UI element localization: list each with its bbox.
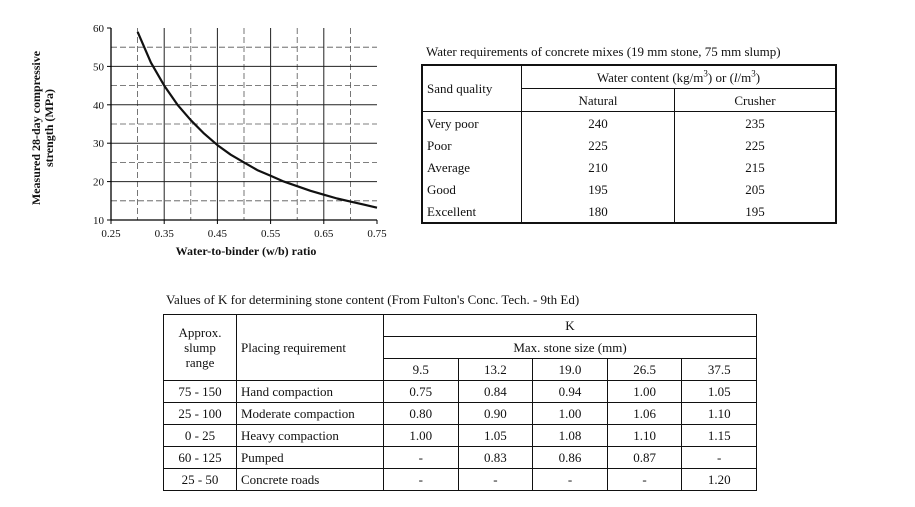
water-row (422, 178, 836, 200)
k-value-cell: 0.83 (458, 447, 533, 469)
placing-cell: Moderate compaction (237, 403, 384, 425)
crusher-cell: 235 (674, 112, 836, 135)
x-tick-label: 0.75 (367, 228, 387, 240)
natural-cell: 240 (522, 112, 675, 135)
k-value-cell: 0.75 (384, 381, 459, 403)
slump-cell: 0 - 25 (164, 425, 237, 447)
k-value-cell: 1.05 (682, 381, 757, 403)
water-content-text-1: Water content (kg/m (596, 69, 704, 85)
k-value-cell: 1.00 (533, 403, 608, 425)
sand-quality-cell: Excellent (422, 200, 522, 223)
slump-header-line1: Approx. (178, 325, 222, 340)
placing-requirement-header: Placing requirement (237, 315, 384, 381)
stone-table-caption: Values of K for determining stone content (From Fulton's Conc. Tech. - 9th Ed) (166, 292, 580, 307)
water-content-text-3: /m (737, 69, 752, 85)
water-content-sup-1: 3 (703, 68, 708, 79)
natural-cell: 225 (522, 134, 675, 156)
k-value-cell: 0.90 (458, 403, 533, 425)
x-tick-label: 0.25 (101, 228, 121, 240)
water-content-header (522, 65, 837, 89)
y-tick-label: 30 (93, 138, 104, 151)
sand-quality-cell: Poor (422, 134, 522, 156)
natural-header: Natural (522, 89, 675, 112)
slump-header-line3: range (185, 355, 215, 370)
crusher-cell: 215 (674, 156, 836, 178)
water-row (422, 112, 836, 135)
y-axis-title-line1: Measured 28-day compressive (29, 50, 43, 206)
stone-size-header: 13.2 (458, 359, 533, 381)
stone-size-header: 37.5 (682, 359, 757, 381)
stone-header-row-1 (164, 315, 757, 337)
slump-header-line2: slump (184, 340, 216, 355)
water-requirements-table (421, 64, 837, 224)
k-value-cell: 0.84 (458, 381, 533, 403)
stone-row (164, 425, 757, 447)
placing-cell: Concrete roads (237, 469, 384, 491)
y-tick-label: 60 (93, 23, 104, 35)
crusher-cell: 195 (674, 200, 836, 223)
sand-quality-cell: Good (422, 178, 522, 200)
k-value-cell: 1.10 (607, 425, 682, 447)
stone-size-header: 9.5 (384, 359, 459, 381)
natural-cell: 210 (522, 156, 675, 178)
water-header-row (422, 65, 836, 89)
water-content-sup-2: 3 (751, 68, 756, 79)
stone-row (164, 447, 757, 469)
crusher-cell: 205 (674, 178, 836, 200)
k-value-cell: 1.20 (682, 469, 757, 491)
k-value-cell: - (458, 469, 533, 491)
y-tick-label: 40 (93, 99, 104, 112)
strength-chart (0, 0, 400, 260)
slump-cell: 60 - 125 (164, 447, 237, 469)
water-content-text-2: ) or ( (707, 69, 734, 85)
y-axis-title (30, 38, 56, 218)
sand-quality-cell: Average (422, 156, 522, 178)
k-header: K (384, 315, 757, 337)
water-row (422, 156, 836, 178)
natural-cell: 195 (522, 178, 675, 200)
k-value-cell: - (533, 469, 608, 491)
k-value-cell: 1.10 (682, 403, 757, 425)
k-value-cell: 1.06 (607, 403, 682, 425)
water-content-text-4: ) (755, 69, 761, 85)
max-stone-size-header: Max. stone size (mm) (384, 337, 757, 359)
sand-quality-header: Sand quality (422, 65, 522, 112)
x-tick-label: 0.55 (260, 228, 281, 240)
placing-cell: Heavy compaction (237, 425, 384, 447)
k-value-cell: - (384, 469, 459, 491)
crusher-header: Crusher (674, 89, 836, 112)
k-value-cell: - (607, 469, 682, 491)
stone-size-header: 19.0 (533, 359, 608, 381)
k-value-cell: 1.00 (384, 425, 459, 447)
k-value-cell: - (384, 447, 459, 469)
stone-row (164, 381, 757, 403)
y-axis-title-line2: strength (MPa) (42, 88, 56, 168)
stone-size-header: 26.5 (607, 359, 682, 381)
placing-cell: Hand compaction (237, 381, 384, 403)
k-value-cell: 1.15 (682, 425, 757, 447)
k-value-cell: 0.94 (533, 381, 608, 403)
x-tick-label: 0.65 (314, 228, 334, 240)
y-tick-label: 20 (93, 176, 104, 189)
k-value-cell: 0.87 (607, 447, 682, 469)
placing-cell: Pumped (237, 447, 384, 469)
stone-content-table (163, 314, 757, 491)
water-table-caption: Water requirements of concrete mixes (19 mm stone, 75 mm slump) (426, 44, 781, 59)
stone-row (164, 403, 757, 425)
k-value-cell: 0.86 (533, 447, 608, 469)
x-tick-label: 0.35 (154, 228, 174, 240)
slump-range-header (164, 315, 237, 381)
k-value-cell: 1.05 (458, 425, 533, 447)
k-value-cell: 1.08 (533, 425, 608, 447)
water-content-litre: l (733, 69, 738, 85)
crusher-cell: 225 (674, 134, 836, 156)
slump-cell: 25 - 50 (164, 469, 237, 491)
k-value-cell: - (682, 447, 757, 469)
water-row (422, 134, 836, 156)
y-tick-label: 10 (93, 215, 104, 227)
sand-quality-cell: Very poor (422, 112, 522, 135)
stone-row (164, 469, 757, 491)
k-value-cell: 0.80 (384, 403, 459, 425)
slump-cell: 25 - 100 (164, 403, 237, 425)
x-tick-label: 0.45 (207, 228, 228, 240)
slump-cell: 75 - 150 (164, 381, 237, 403)
natural-cell: 180 (522, 200, 675, 223)
k-value-cell: 1.00 (607, 381, 682, 403)
water-row (422, 200, 836, 223)
x-axis-title: Water-to-binder (w/b) ratio (175, 244, 317, 258)
y-tick-label: 50 (93, 61, 104, 74)
